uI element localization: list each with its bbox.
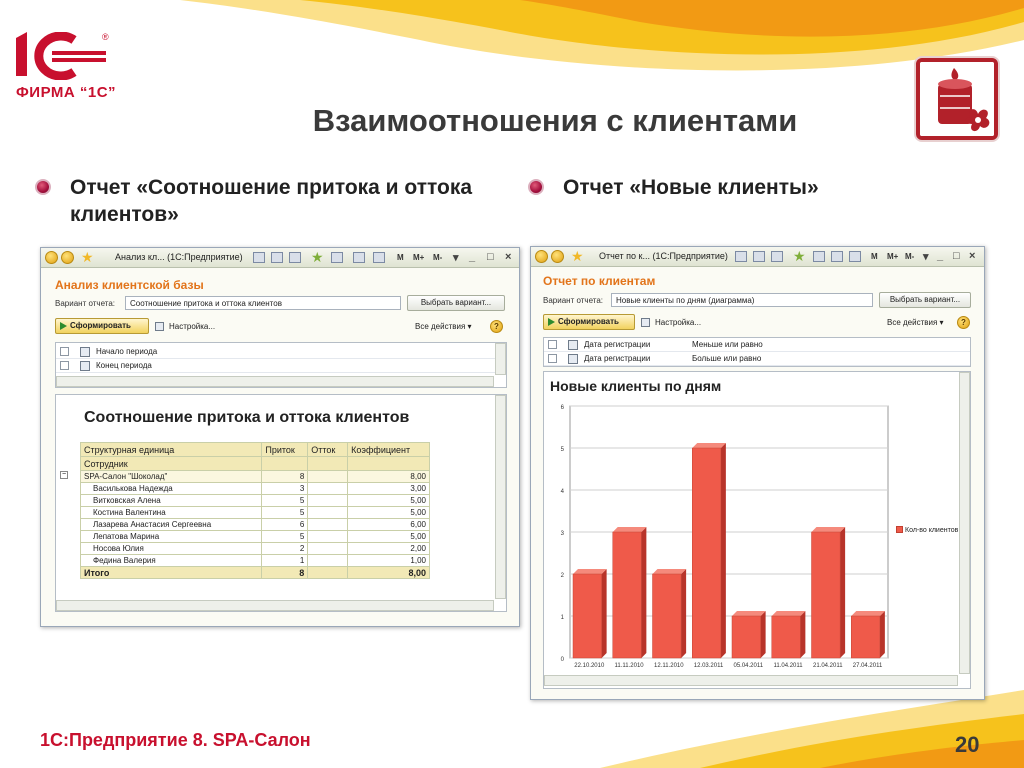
coef-value: 5,00 bbox=[348, 507, 430, 519]
bar-side bbox=[641, 527, 646, 658]
1c-menu-icon[interactable] bbox=[45, 251, 58, 264]
bullet-inflow-outflow-report bbox=[70, 174, 510, 228]
bar-side bbox=[721, 443, 726, 658]
memory-m-button[interactable]: M bbox=[397, 253, 404, 262]
bar bbox=[851, 616, 880, 658]
bar-top bbox=[653, 569, 687, 574]
bar-top bbox=[812, 527, 846, 532]
1c-logo-icon bbox=[12, 32, 108, 80]
inflow-value: 5 bbox=[262, 531, 308, 543]
memory-mplus-button[interactable]: M+ bbox=[413, 253, 425, 262]
print-icon[interactable] bbox=[753, 251, 765, 262]
inflow-value: 6 bbox=[262, 519, 308, 531]
window-titlebar bbox=[41, 248, 519, 268]
x-tick-label: 12.11.2010 bbox=[654, 663, 684, 669]
x-tick-label: 21.04.2011 bbox=[813, 663, 843, 669]
spa-candle-icon bbox=[916, 58, 998, 140]
coef-value: 6,00 bbox=[348, 519, 430, 531]
column-header: Структурная единица bbox=[81, 443, 262, 457]
employee-name: Костина Валентина bbox=[81, 507, 262, 519]
group-name: SPA-Салон "Шоколад" bbox=[81, 471, 262, 483]
table-row[interactable] bbox=[81, 483, 430, 495]
param-name: Начало периода bbox=[96, 347, 158, 356]
choose-variant-button[interactable]: Выбрать вариант... bbox=[879, 292, 971, 308]
play-icon bbox=[548, 318, 555, 326]
print-icon[interactable] bbox=[271, 252, 283, 263]
registered-mark: ® bbox=[102, 32, 109, 42]
param-checkbox[interactable] bbox=[548, 340, 557, 349]
footer-product-name: 1С:Предприятие 8. SPA-Салон bbox=[40, 730, 311, 750]
settings-link[interactable]: Настройка... bbox=[169, 322, 216, 331]
link-icon[interactable] bbox=[331, 252, 343, 263]
employee-name: Носова Юлия bbox=[81, 543, 262, 555]
table-row[interactable] bbox=[81, 543, 430, 555]
save-icon[interactable] bbox=[253, 252, 265, 263]
preview-icon[interactable] bbox=[771, 251, 783, 262]
calendar-icon bbox=[568, 354, 578, 364]
param-row[interactable] bbox=[544, 338, 970, 352]
memory-mminus-button[interactable]: M- bbox=[905, 252, 915, 261]
report-table bbox=[80, 442, 430, 579]
window-titlebar bbox=[531, 247, 984, 267]
table-row[interactable] bbox=[81, 519, 430, 531]
bar bbox=[613, 532, 642, 658]
chart-title: Новые клиенты по дням bbox=[550, 378, 722, 394]
chart-horizontal-scrollbar[interactable] bbox=[544, 675, 958, 686]
chart-legend bbox=[896, 526, 958, 534]
preview-icon[interactable] bbox=[289, 252, 301, 263]
bar bbox=[732, 616, 761, 658]
company-logo bbox=[12, 32, 117, 102]
bar bbox=[653, 574, 682, 658]
calculator-icon[interactable] bbox=[849, 251, 861, 262]
memory-m-button[interactable]: M bbox=[871, 252, 878, 261]
bar-top bbox=[613, 527, 647, 532]
table-row[interactable] bbox=[81, 507, 430, 519]
calculator-icon[interactable] bbox=[373, 252, 385, 263]
employee-name: Федина Валерия bbox=[81, 555, 262, 567]
report-area bbox=[55, 394, 507, 612]
generate-label: Сформировать bbox=[558, 317, 619, 326]
column-header: Приток bbox=[262, 443, 308, 457]
all-actions-menu[interactable]: Все действия ▾ bbox=[887, 318, 944, 327]
variant-label: Вариант отчета: bbox=[543, 296, 603, 305]
bar-side bbox=[840, 527, 845, 658]
calendar-icon bbox=[80, 347, 90, 357]
param-row[interactable] bbox=[56, 345, 506, 359]
inflow-value: 3 bbox=[262, 483, 308, 495]
calendar-icon bbox=[568, 340, 578, 350]
help-icon[interactable]: ? bbox=[490, 320, 503, 333]
column-header: Отток bbox=[308, 443, 348, 457]
y-tick-label: 3 bbox=[560, 531, 564, 537]
favorite-star-icon[interactable]: ★ bbox=[571, 248, 584, 264]
bullet-text: Отчет «Соотношение притока и оттока клиентов» bbox=[70, 176, 473, 226]
bar-top bbox=[732, 611, 766, 616]
window-title: Отчет по к... (1С:Предприятие) bbox=[599, 251, 728, 261]
inflow-value: 1 bbox=[262, 555, 308, 567]
coef-value: 1,00 bbox=[348, 555, 430, 567]
bar-chart bbox=[544, 372, 960, 676]
param-condition: Больше или равно bbox=[692, 354, 762, 363]
x-tick-label: 12.03.2011 bbox=[693, 663, 724, 669]
employee-name: Витковская Алена bbox=[81, 495, 262, 507]
param-name: Дата регистрации bbox=[584, 354, 651, 363]
page-number: 20 bbox=[955, 732, 980, 757]
all-actions-menu[interactable]: Все действия ▾ bbox=[415, 322, 472, 331]
param-checkbox[interactable] bbox=[60, 361, 69, 370]
bullet-icon bbox=[35, 179, 51, 195]
y-tick-label: 1 bbox=[560, 615, 564, 621]
column-subheader: Сотрудник bbox=[81, 457, 262, 471]
bar-side bbox=[681, 569, 686, 658]
close-icon[interactable]: × bbox=[505, 251, 512, 263]
param-checkbox[interactable] bbox=[60, 347, 69, 356]
choose-variant-button[interactable]: Выбрать вариант... bbox=[407, 295, 505, 311]
total-coef: 8,00 bbox=[348, 567, 430, 579]
add-favorite-icon[interactable]: ★ bbox=[311, 249, 324, 265]
window-title: Анализ кл... (1С:Предприятие) bbox=[115, 252, 243, 262]
bar-top bbox=[851, 611, 885, 616]
bar-side bbox=[761, 611, 766, 658]
table-header-row bbox=[81, 443, 430, 457]
legend-series-name: Кол-во клиентов bbox=[905, 527, 959, 534]
settings-icon[interactable] bbox=[155, 322, 164, 331]
generate-label: Сформировать bbox=[70, 321, 131, 330]
bullet-icon bbox=[528, 179, 544, 195]
memory-mminus-button[interactable]: M- bbox=[433, 253, 443, 262]
variant-field[interactable]: Новые клиенты по дням (диаграмма) bbox=[611, 293, 873, 307]
favorite-star-icon[interactable]: ★ bbox=[81, 249, 94, 265]
report-title: Соотношение притока и оттока клиентов bbox=[84, 409, 410, 426]
bar-top bbox=[692, 443, 726, 448]
legend-swatch bbox=[896, 526, 903, 533]
table-row[interactable] bbox=[81, 555, 430, 567]
collapse-group-icon[interactable]: − bbox=[61, 471, 67, 478]
variant-field[interactable]: Соотношение притока и оттока клиентов bbox=[125, 296, 401, 310]
bar bbox=[692, 448, 721, 658]
variant-label: Вариант отчета: bbox=[55, 299, 115, 308]
table-group-row[interactable] bbox=[81, 471, 430, 483]
bar-side bbox=[800, 611, 805, 658]
1c-menu-icon[interactable] bbox=[535, 250, 548, 263]
column-header: Коэффициент bbox=[348, 443, 430, 457]
minimize-icon[interactable]: _ bbox=[937, 250, 944, 262]
params-horizontal-scrollbar[interactable] bbox=[56, 376, 494, 387]
x-tick-label: 22.10.2010 bbox=[574, 663, 605, 669]
x-tick-label: 11.11.2010 bbox=[614, 663, 644, 669]
employee-name: Василькова Надежда bbox=[81, 483, 262, 495]
table-icon[interactable] bbox=[831, 251, 843, 262]
bullet-text: Отчет «Новые клиенты» bbox=[563, 176, 819, 199]
bar-top bbox=[573, 569, 607, 574]
bullet-new-clients-report bbox=[563, 174, 963, 201]
y-tick-label: 5 bbox=[560, 447, 564, 453]
group-coef: 8,00 bbox=[348, 471, 430, 483]
memory-mplus-button[interactable]: M+ bbox=[887, 252, 899, 261]
inflow-value: 5 bbox=[262, 507, 308, 519]
employee-name: Лепатова Марина bbox=[81, 531, 262, 543]
coef-value: 5,00 bbox=[348, 531, 430, 543]
group-inflow: 8 bbox=[262, 471, 308, 483]
total-inflow: 8 bbox=[262, 567, 308, 579]
total-label: Итого bbox=[81, 567, 262, 579]
form-title: Анализ клиентской базы bbox=[55, 278, 204, 292]
dropdown-icon[interactable]: ▾ bbox=[923, 251, 929, 263]
report-vertical-scrollbar[interactable] bbox=[495, 395, 506, 599]
y-tick-label: 0 bbox=[560, 657, 564, 663]
settings-icon[interactable] bbox=[641, 318, 650, 327]
save-icon[interactable] bbox=[735, 251, 747, 262]
params-vertical-scrollbar[interactable] bbox=[495, 343, 506, 375]
param-name: Конец периода bbox=[96, 361, 152, 370]
param-row[interactable] bbox=[56, 359, 506, 373]
settings-link[interactable]: Настройка... bbox=[655, 318, 702, 327]
table-row[interactable] bbox=[81, 531, 430, 543]
bar-side bbox=[880, 611, 885, 658]
parameters-grid bbox=[55, 342, 507, 388]
coef-value: 2,00 bbox=[348, 543, 430, 555]
client-analysis-window bbox=[40, 247, 520, 627]
inflow-value: 2 bbox=[262, 543, 308, 555]
coef-value: 5,00 bbox=[348, 495, 430, 507]
generate-button[interactable] bbox=[55, 318, 149, 334]
bar bbox=[573, 574, 602, 658]
param-name: Дата регистрации bbox=[584, 340, 651, 349]
x-tick-label: 05.04.2011 bbox=[733, 663, 764, 669]
chart-vertical-scrollbar[interactable] bbox=[959, 372, 970, 674]
param-condition: Меньше или равно bbox=[692, 340, 763, 349]
bar-side bbox=[602, 569, 607, 658]
calendar-icon bbox=[80, 361, 90, 371]
back-icon[interactable] bbox=[61, 251, 74, 264]
table-icon[interactable] bbox=[353, 252, 365, 263]
link-icon[interactable] bbox=[813, 251, 825, 262]
table-subheader-row bbox=[81, 457, 430, 471]
table-total-row bbox=[81, 567, 430, 579]
decorative-swoosh-bottom bbox=[0, 690, 1024, 768]
form-title: Отчет по клиентам bbox=[543, 274, 656, 288]
x-tick-label: 11.04.2011 bbox=[773, 663, 803, 669]
y-tick-label: 4 bbox=[560, 489, 564, 495]
x-tick-label: 27.04.2011 bbox=[852, 663, 883, 669]
help-icon[interactable]: ? bbox=[957, 316, 970, 329]
y-tick-label: 6 bbox=[560, 405, 564, 411]
minimize-icon[interactable]: _ bbox=[469, 251, 476, 263]
generate-button[interactable] bbox=[543, 314, 635, 330]
employee-name: Лазарева Анастасия Сергеевна bbox=[81, 519, 262, 531]
parameters-grid bbox=[543, 337, 971, 367]
add-favorite-icon[interactable]: ★ bbox=[793, 248, 806, 264]
report-horizontal-scrollbar[interactable] bbox=[56, 600, 494, 611]
bar-top bbox=[772, 611, 806, 616]
table-row[interactable] bbox=[81, 495, 430, 507]
maximize-icon[interactable]: □ bbox=[953, 250, 960, 262]
clients-report-window bbox=[530, 246, 985, 700]
dropdown-icon[interactable]: ▾ bbox=[453, 252, 459, 264]
logo-brand-text: ФИРМА “1С” bbox=[16, 84, 117, 101]
param-row[interactable] bbox=[544, 352, 970, 366]
bar bbox=[772, 616, 801, 658]
inflow-value: 5 bbox=[262, 495, 308, 507]
play-icon bbox=[60, 322, 67, 330]
maximize-icon[interactable]: □ bbox=[487, 251, 494, 263]
bar bbox=[812, 532, 841, 658]
decorative-swoosh-top bbox=[0, 0, 1024, 110]
close-icon[interactable]: × bbox=[969, 250, 976, 262]
coef-value: 3,00 bbox=[348, 483, 430, 495]
chart-area bbox=[543, 371, 971, 689]
y-tick-label: 2 bbox=[560, 573, 564, 579]
back-icon[interactable] bbox=[551, 250, 564, 263]
slide-title: Взаимоотношения с клиентами bbox=[312, 103, 798, 138]
param-checkbox[interactable] bbox=[548, 354, 557, 363]
